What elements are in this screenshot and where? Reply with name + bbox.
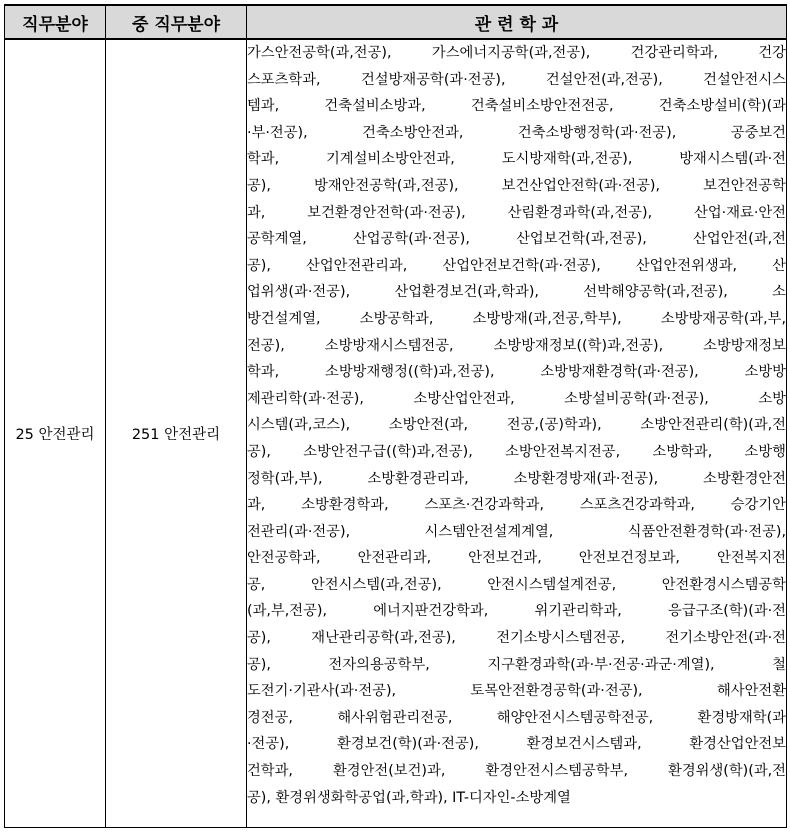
majors-line: 공), 환경위생화학공업(과,학과), IT-디자인-소방계열 — [247, 789, 571, 806]
header-row — [5, 5, 787, 39]
majors-line: 도전기·기관사(과·전공), 토목안전환경공학(과·전공), 해사안전환 — [247, 683, 786, 700]
majors-line: 과, 보건환경안전학(과·전공), 산림환경과학(과,전공), 산업·재료·안전 — [247, 204, 786, 221]
majors-line: 제관리학(과·전공), 소방산업안전과, 소방설비공학(과·전공), 소방 — [247, 390, 786, 407]
majors-line: 가스안전공학(과,전공), 가스에너지공학(과,전공), 건강관리학과, 건강 — [247, 45, 786, 61]
majors-line: 시스템(과,코스), 소방안전(과, 전공,(공)학과), 소방안전관리(학)(과,전 — [247, 417, 786, 434]
majors-line: 공학계열, 산업공학(과·전공), 산업보건학(과,전공), 산업안전(과,전 — [247, 231, 786, 248]
majors-line: 공), 산업안전관리과, 산업안전보건학(과·전공), 산업안전위생과, 산 — [247, 257, 786, 274]
majors-line: 과, 소방환경학과, 스포츠·건강과학과, 스포츠건강과학과, 승강기안 — [247, 497, 786, 514]
majors-line: 스포츠학과, 건설방재공학(과·전공), 건설안전(과,전공), 건설안전시스 — [247, 71, 786, 88]
majors-line: 전관리(과·전공), 시스템안전설계계열, 식품안전환경학(과·전공), — [247, 523, 786, 540]
majors-line: ·전공), 환경보건(학)(과·전공), 환경보건시스템과, 환경산업안전보 — [247, 736, 786, 753]
majors-line: 템과, 건축설비소방과, 건축설비소방안전전공, 건축소방설비(학)(과 — [247, 98, 786, 115]
majors-line: 방건설계열, 소방공학과, 소방방재(과,전공,학부), 소방방재공학(과,부, — [247, 310, 786, 327]
majors-line: 학과, 기계설비소방안전과, 도시방재학(과,전공), 방재시스템(과·전 — [247, 151, 786, 168]
majors-line: 건학과, 환경안전(보건)과, 환경안전시스템공학부, 환경위생(학)(과,전 — [247, 763, 786, 780]
majors-line: 공), 전자의용공학부, 지구환경과학(과·부·전공·과군·계열), 철 — [247, 656, 786, 673]
majors-line: 전공), 소방방재시스템전공, 소방방재정보((학)과,전공), 소방방재정보 — [247, 337, 786, 354]
table-row — [5, 39, 787, 828]
related-majors-table — [4, 4, 787, 828]
majors-line: ·부·전공), 건축소방안전과, 건축소방행정학(과·전공), 공중보건 — [247, 124, 786, 141]
job-field-cell: 25 안전관리 — [5, 39, 106, 828]
header-related-majors: 관 련 학 과 — [247, 5, 787, 39]
majors-line: (과,부,전공), 에너지판건강학과, 위기관리학과, 응급구조(학)(과·전 — [247, 603, 786, 620]
majors-line: 정학(과,부), 소방환경관리과, 소방환경방재(과·전공), 소방환경안전 — [247, 470, 786, 487]
sub-job-field-cell: 251 안전관리 — [106, 39, 247, 828]
header-sub-job-field: 중 직무분야 — [106, 5, 247, 39]
majors-line: 공), 재난관리공학(과,전공), 전기소방시스템전공, 전기소방안전(과·전 — [247, 630, 786, 647]
majors-line: 경전공, 해사위험관리전공, 해양안전시스템공학전공, 환경방재학(과 — [247, 709, 786, 726]
majors-line: 공, 안전시스템(과,전공), 안전시스템설계전공, 안전환경시스템공학 — [247, 576, 786, 593]
majors-line: 업위생(과·전공), 산업환경보건(과,학과), 선박해양공학(과,전공), 소 — [247, 284, 786, 301]
majors-line: 학과, 소방방재행정((학)과,전공), 소방방재환경학(과·전공), 소방방 — [247, 364, 786, 381]
header-job-field: 직무분야 — [5, 5, 106, 39]
majors-line: 공), 소방안전구급((학)과,전공), 소방안전복지전공, 소방학과, 소방행 — [247, 443, 786, 460]
majors-line: 공), 방재안전공학(과,전공), 보건산업안전학(과·전공), 보건안전공학 — [247, 177, 786, 194]
related-majors-cell — [247, 39, 787, 828]
majors-line: 안전공학과, 안전관리과, 안전보건과, 안전보건정보과, 안전복지전 — [247, 550, 786, 567]
